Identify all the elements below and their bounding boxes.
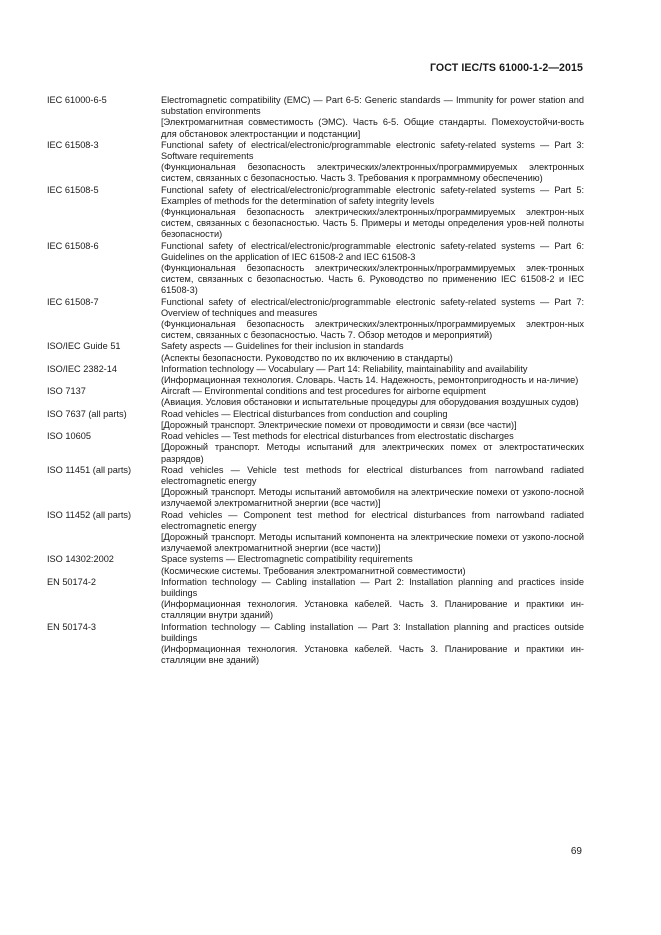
reference-title-ru: (Аспекты безопасности. Руководство по их включению в стандарты) xyxy=(161,352,453,363)
document-header: ГОСТ IEC/TS 61000-1-2—2015 xyxy=(429,62,583,74)
reference-title-en: Information technology — Vocabulary — Part 14: Reliability, maintainability and availability xyxy=(161,363,528,374)
reference-title-en: Electromagnetic compatibility (EMC) — Part 6-5: Generic standards — Immunity for power station and substation environments xyxy=(161,95,584,117)
reference-code: ISO/IEC 2382-14 xyxy=(47,363,117,374)
reference-body xyxy=(161,364,584,386)
reference-body xyxy=(161,185,584,241)
reference-row xyxy=(47,341,584,363)
reference-title-ru: (Космические системы. Требования электромагнитной совместимости) xyxy=(161,565,466,576)
reference-title-en: Space systems — Electromagnetic compatibility requirements xyxy=(161,554,413,565)
reference-row xyxy=(47,431,584,465)
reference-body xyxy=(161,554,584,576)
reference-code: IEC 61508-6 xyxy=(47,240,99,251)
reference-code: ISO 10605 xyxy=(47,431,91,442)
reference-code: IEC 61508-5 xyxy=(47,184,99,195)
reference-code: ISO 14302:2002 xyxy=(47,554,114,565)
reference-body xyxy=(161,95,584,140)
reference-body xyxy=(161,465,584,510)
reference-code: ISO 7137 xyxy=(47,386,86,397)
reference-title-ru: [Дорожный транспорт. Методы испытаний автомобиля на электрические помехи от узкопо-лосной излучаемой электромагнитной энергии (все части)] xyxy=(161,487,584,509)
reference-title-en: Aircraft — Environmental conditions and test procedures for airborne equipment xyxy=(161,386,486,397)
reference-title-ru: (Функциональная безопасность электрических/электронных/программируемых электрон-ных систем, связанных с безопасностью. Часть 7. Обзор методов и мероприятий) xyxy=(161,319,584,341)
reference-row xyxy=(47,386,584,408)
reference-row xyxy=(47,622,584,667)
reference-body xyxy=(161,409,584,431)
reference-code: IEC 61508-3 xyxy=(47,139,99,150)
reference-title-en: Functional safety of electrical/electronic/programmable electronic safety-related systems — Part 6: Guidelines on the application of IEC 61508-2 and IEC 61508-3 xyxy=(161,240,584,262)
reference-title-ru: [Дорожный транспорт. Методы испытаний компонента на электрические помехи от узкопо-лосной излучаемой электромагнитной энергии (все части)] xyxy=(161,531,584,554)
reference-title-ru: (Функциональная безопасность электрических/электронных/программируемых элек-тронных систем, связанных с безопасностью. Часть 6. Руководство по применению IEC 61508-2 и IEC 61508-3) xyxy=(161,263,584,296)
reference-row xyxy=(47,95,584,140)
reference-row xyxy=(47,577,584,622)
reference-body xyxy=(161,140,584,185)
reference-title-ru: [Дорожный транспорт. Методы испытаний для электрических помех от электростатических разрядов) xyxy=(161,442,584,464)
reference-title-ru: (Функциональная безопасность электрических/электронных/программируемых электрон-ных систем, связанных с безопасностью. Часть 5. Примеры и методы определения уров-ней полноты безопасности) xyxy=(161,207,584,240)
reference-row xyxy=(47,364,584,386)
reference-title-en: Safety aspects — Guidelines for their inclusion in standards xyxy=(161,341,404,352)
reference-row xyxy=(47,409,584,431)
reference-body xyxy=(161,510,584,555)
reference-code: IEC 61508-7 xyxy=(47,296,99,307)
reference-row xyxy=(47,510,584,555)
reference-row xyxy=(47,297,584,342)
reference-title-en: Road vehicles — Vehicle test methods for electrical disturbances from narrowband radiated electromagnetic energy xyxy=(161,464,584,486)
reference-title-en: Functional safety of electrical/electronic/programmable electronic safety-related systems — Part 7: Overview of techniques and measures xyxy=(161,296,584,318)
reference-row xyxy=(47,554,584,576)
reference-title-ru: (Авиация. Условия обстановки и испытательные процедуры для оборудования воздушных судов) xyxy=(161,397,579,408)
reference-body xyxy=(161,577,584,622)
reference-title-en: Road vehicles — Electrical disturbances from conduction and coupling xyxy=(161,408,448,419)
reference-body xyxy=(161,386,584,408)
reference-code: EN 50174-2 xyxy=(47,576,97,587)
reference-title-en: Information technology — Cabling installation — Part 2: Installation planning and practices inside buildings xyxy=(161,576,584,598)
reference-row xyxy=(47,140,584,185)
reference-title-ru: [Электромагнитная совместимость (ЭМС). Часть 6-5. Общие стандарты. Помехоустойчи-вость для обстановок электростанции и подстанции] xyxy=(161,117,584,139)
reference-code: IEC 61000-6-5 xyxy=(47,95,107,105)
reference-title-en: Functional safety of electrical/electronic/programmable electronic safety-related systems — Part 3: Software requirements xyxy=(161,139,584,162)
reference-body xyxy=(161,431,584,465)
reference-title-ru: [Дорожный транспорт. Электрические помехи от проводимости и связи (все части)] xyxy=(161,419,517,430)
reference-body xyxy=(161,622,584,667)
reference-row xyxy=(47,185,584,241)
reference-title-ru: (Информационная технология. Установка кабелей. Часть 3. Планирование и практики ин-сталляции внутри зданий) xyxy=(161,599,584,621)
reference-title-en: Functional safety of electrical/electronic/programmable electronic safety-related systems — Part 5: Examples of methods for the determination of safety integrity levels xyxy=(161,184,584,206)
reference-code: EN 50174-3 xyxy=(47,621,97,632)
reference-body xyxy=(161,241,584,297)
reference-code: ISO 11451 (all parts) xyxy=(47,464,132,475)
reference-list xyxy=(47,95,584,666)
reference-title-en: Road vehicles — Test methods for electrical disturbances from electrostatic discharges xyxy=(161,431,514,442)
reference-row xyxy=(47,241,584,297)
reference-code: ISO 7637 (all parts) xyxy=(47,408,127,419)
reference-code: ISO 11452 (all parts) xyxy=(47,509,132,520)
reference-body xyxy=(161,341,584,363)
reference-title-en: Information technology — Cabling installation — Part 3: Installation planning and practices outside buildings xyxy=(161,621,584,643)
page-number: 69 xyxy=(570,846,582,857)
reference-title-ru: (Функциональная безопасность электрических/электронных/программируемых электронных систем, связанных с безопасностью. Часть 3. Требования к программному обеспечению) xyxy=(161,162,584,184)
reference-title-ru: (Информационная технология. Словарь. Часть 14. Надежность, ремонтопригодность и на-личие) xyxy=(161,375,579,386)
reference-body xyxy=(161,297,584,342)
reference-row xyxy=(47,465,584,510)
reference-title-en: Road vehicles — Component test method for electrical disturbances from narrowband radiated electromagnetic energy xyxy=(161,509,584,531)
reference-title-ru: (Информационная технология. Установка кабелей. Часть 3. Планирование и практики ин-сталляции вне зданий) xyxy=(161,643,584,666)
reference-code: ISO/IEC Guide 51 xyxy=(47,341,121,352)
